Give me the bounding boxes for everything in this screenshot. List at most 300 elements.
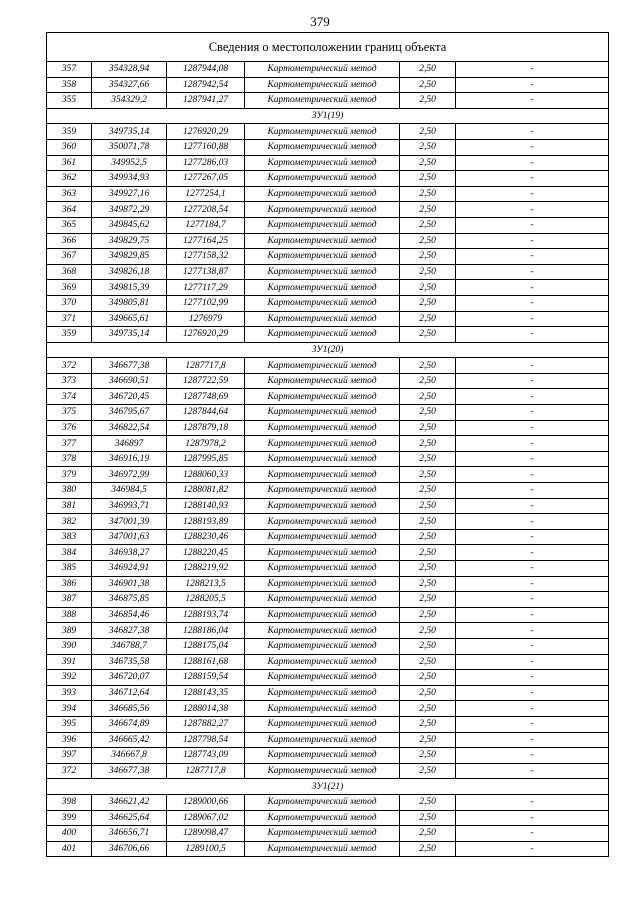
point-number-cell: 386 (47, 576, 92, 592)
method-cell: Картометрический метод (245, 498, 400, 514)
coordinate-y-cell: 1287879,18 (167, 420, 245, 436)
accuracy-cell: 2,50 (400, 124, 456, 140)
coordinate-x-cell: 346924,91 (92, 561, 167, 577)
coordinate-y-cell: 1288219,92 (167, 561, 245, 577)
method-cell: Картометрический метод (245, 576, 400, 592)
table-body (47, 33, 609, 857)
coordinate-x-cell: 346795,67 (92, 405, 167, 421)
table-row (47, 561, 609, 577)
table-row (47, 576, 609, 592)
point-number-cell: 387 (47, 592, 92, 608)
point-number-cell: 359 (47, 327, 92, 343)
coordinate-y-cell: 1287844,64 (167, 405, 245, 421)
accuracy-cell: 2,50 (400, 701, 456, 717)
point-number-cell: 399 (47, 810, 92, 826)
description-cell: - (456, 483, 609, 499)
description-cell: - (456, 436, 609, 452)
coordinate-x-cell: 346916,19 (92, 451, 167, 467)
description-cell: - (456, 498, 609, 514)
accuracy-cell: 2,50 (400, 186, 456, 202)
table-row (47, 794, 609, 810)
method-cell: Картометрический метод (245, 155, 400, 171)
accuracy-cell: 2,50 (400, 389, 456, 405)
method-cell: Картометрический метод (245, 264, 400, 280)
point-number-cell: 380 (47, 483, 92, 499)
method-cell: Картометрический метод (245, 716, 400, 732)
point-number-cell: 389 (47, 623, 92, 639)
description-cell: - (456, 654, 609, 670)
coordinate-x-cell: 346993,71 (92, 498, 167, 514)
accuracy-cell: 2,50 (400, 670, 456, 686)
table-row (47, 93, 609, 109)
point-number-cell: 396 (47, 732, 92, 748)
method-cell: Картометрический метод (245, 327, 400, 343)
coordinate-x-cell: 346665,42 (92, 732, 167, 748)
coordinate-x-cell: 346875,85 (92, 592, 167, 608)
accuracy-cell: 2,50 (400, 545, 456, 561)
method-cell: Картометрический метод (245, 732, 400, 748)
description-cell: - (456, 358, 609, 374)
point-number-cell: 355 (47, 93, 92, 109)
coordinate-y-cell: 1277267,05 (167, 171, 245, 187)
description-cell: - (456, 124, 609, 140)
point-number-cell: 368 (47, 264, 92, 280)
coordinate-x-cell: 349927,16 (92, 186, 167, 202)
coordinate-y-cell: 1277208,54 (167, 202, 245, 218)
point-number-cell: 361 (47, 155, 92, 171)
description-cell: - (456, 327, 609, 343)
coordinate-x-cell: 354328,94 (92, 62, 167, 78)
table-row (47, 638, 609, 654)
table-row (47, 451, 609, 467)
description-cell: - (456, 732, 609, 748)
coordinate-x-cell: 346677,38 (92, 763, 167, 779)
coordinate-y-cell: 1276979 (167, 311, 245, 327)
table-row (47, 295, 609, 311)
coordinate-x-cell: 346735,58 (92, 654, 167, 670)
description-cell: - (456, 62, 609, 78)
method-cell: Картометрический метод (245, 93, 400, 109)
table-row (47, 685, 609, 701)
coordinate-x-cell: 346677,38 (92, 358, 167, 374)
table-row (47, 514, 609, 530)
point-number-cell: 360 (47, 139, 92, 155)
coordinate-y-cell: 1289000,66 (167, 794, 245, 810)
accuracy-cell: 2,50 (400, 358, 456, 374)
method-cell: Картометрический метод (245, 529, 400, 545)
point-number-cell: 359 (47, 124, 92, 140)
method-cell: Картометрический метод (245, 217, 400, 233)
table-row (47, 420, 609, 436)
method-cell: Картометрический метод (245, 389, 400, 405)
table-row (47, 249, 609, 265)
description-cell: - (456, 405, 609, 421)
coordinate-y-cell: 1276920,29 (167, 327, 245, 343)
method-cell: Картометрический метод (245, 280, 400, 296)
table-row (47, 716, 609, 732)
description-cell: - (456, 155, 609, 171)
description-cell: - (456, 264, 609, 280)
accuracy-cell: 2,50 (400, 451, 456, 467)
description-cell: - (456, 514, 609, 530)
accuracy-cell: 2,50 (400, 716, 456, 732)
accuracy-cell: 2,50 (400, 93, 456, 109)
method-cell: Картометрический метод (245, 77, 400, 93)
section-label: ЗУ1(19) (47, 108, 609, 124)
accuracy-cell: 2,50 (400, 529, 456, 545)
accuracy-cell: 2,50 (400, 732, 456, 748)
point-number-cell: 373 (47, 373, 92, 389)
coordinate-y-cell: 1289098,47 (167, 826, 245, 842)
coordinate-x-cell: 346972,99 (92, 467, 167, 483)
accuracy-cell: 2,50 (400, 373, 456, 389)
point-number-cell: 395 (47, 716, 92, 732)
coordinate-y-cell: 1288230,46 (167, 529, 245, 545)
method-cell: Картометрический метод (245, 826, 400, 842)
point-number-cell: 363 (47, 186, 92, 202)
table-row (47, 810, 609, 826)
boundary-table-sheet (46, 32, 608, 857)
accuracy-cell: 2,50 (400, 139, 456, 155)
coordinate-x-cell: 346625,64 (92, 810, 167, 826)
method-cell: Картометрический метод (245, 467, 400, 483)
point-number-cell: 367 (47, 249, 92, 265)
accuracy-cell: 2,50 (400, 794, 456, 810)
description-cell: - (456, 373, 609, 389)
point-number-cell: 362 (47, 171, 92, 187)
coordinate-x-cell: 346901,38 (92, 576, 167, 592)
accuracy-cell: 2,50 (400, 467, 456, 483)
table-row (47, 389, 609, 405)
point-number-cell: 375 (47, 405, 92, 421)
table-row (47, 483, 609, 499)
coordinate-y-cell: 1287743,09 (167, 748, 245, 764)
coordinate-x-cell: 346822,54 (92, 420, 167, 436)
coordinate-y-cell: 1287798,54 (167, 732, 245, 748)
coordinate-x-cell: 349872,29 (92, 202, 167, 218)
description-cell: - (456, 139, 609, 155)
method-cell: Картометрический метод (245, 810, 400, 826)
table-row (47, 202, 609, 218)
method-cell: Картометрический метод (245, 405, 400, 421)
accuracy-cell: 2,50 (400, 763, 456, 779)
table-row (47, 171, 609, 187)
coordinate-y-cell: 1289067,02 (167, 810, 245, 826)
accuracy-cell: 2,50 (400, 233, 456, 249)
accuracy-cell: 2,50 (400, 685, 456, 701)
description-cell: - (456, 748, 609, 764)
description-cell: - (456, 685, 609, 701)
description-cell: - (456, 623, 609, 639)
coordinate-y-cell: 1288213,5 (167, 576, 245, 592)
coordinate-y-cell: 1277164,25 (167, 233, 245, 249)
accuracy-cell: 2,50 (400, 561, 456, 577)
accuracy-cell: 2,50 (400, 202, 456, 218)
coordinate-y-cell: 1287717,8 (167, 358, 245, 374)
coordinate-x-cell: 346720,07 (92, 670, 167, 686)
coordinate-x-cell: 349829,85 (92, 249, 167, 265)
description-cell: - (456, 701, 609, 717)
point-number-cell: 393 (47, 685, 92, 701)
accuracy-cell: 2,50 (400, 810, 456, 826)
table-row (47, 124, 609, 140)
method-cell: Картометрический метод (245, 592, 400, 608)
coordinate-y-cell: 1288140,93 (167, 498, 245, 514)
coordinate-x-cell: 346827,38 (92, 623, 167, 639)
point-number-cell: 398 (47, 794, 92, 810)
accuracy-cell: 2,50 (400, 841, 456, 857)
point-number-cell: 381 (47, 498, 92, 514)
table-row (47, 77, 609, 93)
coordinate-x-cell: 349934,93 (92, 171, 167, 187)
description-cell: - (456, 638, 609, 654)
method-cell: Картометрический метод (245, 358, 400, 374)
point-number-cell: 372 (47, 358, 92, 374)
method-cell: Картометрический метод (245, 670, 400, 686)
method-cell: Картометрический метод (245, 436, 400, 452)
description-cell: - (456, 763, 609, 779)
table-row (47, 405, 609, 421)
coordinate-y-cell: 1288014,38 (167, 701, 245, 717)
table-row (47, 623, 609, 639)
description-cell: - (456, 171, 609, 187)
coordinate-y-cell: 1288193,74 (167, 607, 245, 623)
method-cell: Картометрический метод (245, 139, 400, 155)
method-cell: Картометрический метод (245, 249, 400, 265)
method-cell: Картометрический метод (245, 124, 400, 140)
coordinate-x-cell: 349735,14 (92, 124, 167, 140)
method-cell: Картометрический метод (245, 794, 400, 810)
coordinate-x-cell: 346690,51 (92, 373, 167, 389)
description-cell: - (456, 826, 609, 842)
table-row (47, 498, 609, 514)
point-number-cell: 397 (47, 748, 92, 764)
coordinate-y-cell: 1287941,27 (167, 93, 245, 109)
coordinate-y-cell: 1277160,88 (167, 139, 245, 155)
point-number-cell: 392 (47, 670, 92, 686)
description-cell: - (456, 716, 609, 732)
point-number-cell: 384 (47, 545, 92, 561)
accuracy-cell: 2,50 (400, 576, 456, 592)
point-number-cell: 372 (47, 763, 92, 779)
coordinate-x-cell: 346656,71 (92, 826, 167, 842)
table-row (47, 264, 609, 280)
accuracy-cell: 2,50 (400, 264, 456, 280)
description-cell: - (456, 576, 609, 592)
coordinate-x-cell: 354329,2 (92, 93, 167, 109)
accuracy-cell: 2,50 (400, 171, 456, 187)
coordinate-x-cell: 346984,5 (92, 483, 167, 499)
description-cell: - (456, 93, 609, 109)
coordinate-y-cell: 1277184,7 (167, 217, 245, 233)
table-row (47, 529, 609, 545)
coordinate-y-cell: 1287942,54 (167, 77, 245, 93)
point-number-cell: 383 (47, 529, 92, 545)
point-number-cell: 378 (47, 451, 92, 467)
description-cell: - (456, 295, 609, 311)
coordinate-x-cell: 349829,75 (92, 233, 167, 249)
coordinate-y-cell: 1288220,45 (167, 545, 245, 561)
coordinate-y-cell: 1287882,27 (167, 716, 245, 732)
description-cell: - (456, 217, 609, 233)
table-row (47, 373, 609, 389)
coordinate-x-cell: 347001,39 (92, 514, 167, 530)
table-row (47, 826, 609, 842)
coordinate-y-cell: 1288081,82 (167, 483, 245, 499)
coordinate-y-cell: 1277286,03 (167, 155, 245, 171)
accuracy-cell: 2,50 (400, 436, 456, 452)
method-cell: Картометрический метод (245, 186, 400, 202)
description-cell: - (456, 389, 609, 405)
description-cell: - (456, 249, 609, 265)
accuracy-cell: 2,50 (400, 62, 456, 78)
point-number-cell: 400 (47, 826, 92, 842)
point-number-cell: 382 (47, 514, 92, 530)
table-row (47, 732, 609, 748)
section-row (47, 108, 609, 124)
coordinate-y-cell: 1277158,32 (167, 249, 245, 265)
coordinate-x-cell: 349735,14 (92, 327, 167, 343)
coordinate-y-cell: 1276920,29 (167, 124, 245, 140)
coordinate-y-cell: 1287722,59 (167, 373, 245, 389)
method-cell: Картометрический метод (245, 233, 400, 249)
accuracy-cell: 2,50 (400, 155, 456, 171)
coordinate-x-cell: 346621,42 (92, 794, 167, 810)
accuracy-cell: 2,50 (400, 498, 456, 514)
description-cell: - (456, 841, 609, 857)
point-number-cell: 357 (47, 62, 92, 78)
method-cell: Картометрический метод (245, 748, 400, 764)
coordinate-y-cell: 1277138,87 (167, 264, 245, 280)
table-row (47, 467, 609, 483)
description-cell: - (456, 794, 609, 810)
method-cell: Картометрический метод (245, 701, 400, 717)
accuracy-cell: 2,50 (400, 327, 456, 343)
coordinate-x-cell: 346897 (92, 436, 167, 452)
table-title: Сведения о местоположении границ объекта (47, 33, 609, 62)
method-cell: Картометрический метод (245, 654, 400, 670)
description-cell: - (456, 280, 609, 296)
description-cell: - (456, 670, 609, 686)
page-number: 379 (310, 14, 330, 29)
table-row (47, 155, 609, 171)
method-cell: Картометрический метод (245, 561, 400, 577)
coordinate-x-cell: 346788,7 (92, 638, 167, 654)
point-number-cell: 379 (47, 467, 92, 483)
accuracy-cell: 2,50 (400, 654, 456, 670)
method-cell: Картометрический метод (245, 763, 400, 779)
table-row (47, 62, 609, 78)
table-row (47, 701, 609, 717)
accuracy-cell: 2,50 (400, 217, 456, 233)
coordinate-y-cell: 1289100,5 (167, 841, 245, 857)
coordinate-y-cell: 1288143,35 (167, 685, 245, 701)
coordinate-x-cell: 346712,64 (92, 685, 167, 701)
coordinate-x-cell: 346706,66 (92, 841, 167, 857)
table-row (47, 654, 609, 670)
coordinate-y-cell: 1277102,99 (167, 295, 245, 311)
description-cell: - (456, 77, 609, 93)
boundary-coordinates-table (46, 32, 609, 857)
coordinate-x-cell: 349952,5 (92, 155, 167, 171)
table-row (47, 748, 609, 764)
coordinate-x-cell: 346938,27 (92, 545, 167, 561)
accuracy-cell: 2,50 (400, 514, 456, 530)
section-label: ЗУ1(20) (47, 342, 609, 358)
point-number-cell: 376 (47, 420, 92, 436)
table-row (47, 327, 609, 343)
coordinate-x-cell: 346685,56 (92, 701, 167, 717)
coordinate-y-cell: 1288175,04 (167, 638, 245, 654)
point-number-cell: 388 (47, 607, 92, 623)
point-number-cell: 390 (47, 638, 92, 654)
description-cell: - (456, 451, 609, 467)
description-cell: - (456, 545, 609, 561)
coordinate-y-cell: 1288205,5 (167, 592, 245, 608)
description-cell: - (456, 202, 609, 218)
accuracy-cell: 2,50 (400, 592, 456, 608)
section-label: ЗУ1(21) (47, 779, 609, 795)
coordinate-y-cell: 1277117,29 (167, 280, 245, 296)
method-cell: Картометрический метод (245, 295, 400, 311)
description-cell: - (456, 810, 609, 826)
method-cell: Картометрический метод (245, 483, 400, 499)
coordinate-y-cell: 1287978,2 (167, 436, 245, 452)
point-number-cell: 394 (47, 701, 92, 717)
point-number-cell: 374 (47, 389, 92, 405)
method-cell: Картометрический метод (245, 607, 400, 623)
section-row (47, 342, 609, 358)
description-cell: - (456, 561, 609, 577)
table-row (47, 217, 609, 233)
coordinate-y-cell: 1288193,89 (167, 514, 245, 530)
description-cell: - (456, 233, 609, 249)
coordinate-x-cell: 346720,45 (92, 389, 167, 405)
point-number-cell: 364 (47, 202, 92, 218)
coordinate-y-cell: 1277254,1 (167, 186, 245, 202)
method-cell: Картометрический метод (245, 623, 400, 639)
table-row (47, 592, 609, 608)
description-cell: - (456, 592, 609, 608)
method-cell: Картометрический метод (245, 514, 400, 530)
table-row (47, 233, 609, 249)
point-number-cell: 370 (47, 295, 92, 311)
point-number-cell: 366 (47, 233, 92, 249)
method-cell: Картометрический метод (245, 638, 400, 654)
table-row (47, 670, 609, 686)
point-number-cell: 401 (47, 841, 92, 857)
description-cell: - (456, 467, 609, 483)
method-cell: Картометрический метод (245, 841, 400, 857)
method-cell: Картометрический метод (245, 62, 400, 78)
accuracy-cell: 2,50 (400, 405, 456, 421)
coordinate-y-cell: 1287717,8 (167, 763, 245, 779)
accuracy-cell: 2,50 (400, 280, 456, 296)
point-number-cell: 391 (47, 654, 92, 670)
table-row (47, 607, 609, 623)
coordinate-y-cell: 1287944,08 (167, 62, 245, 78)
point-number-cell: 371 (47, 311, 92, 327)
description-cell: - (456, 186, 609, 202)
method-cell: Картометрический метод (245, 171, 400, 187)
accuracy-cell: 2,50 (400, 826, 456, 842)
table-row (47, 280, 609, 296)
coordinate-y-cell: 1288161,68 (167, 654, 245, 670)
accuracy-cell: 2,50 (400, 748, 456, 764)
point-number-cell: 369 (47, 280, 92, 296)
section-row (47, 779, 609, 795)
table-row (47, 139, 609, 155)
